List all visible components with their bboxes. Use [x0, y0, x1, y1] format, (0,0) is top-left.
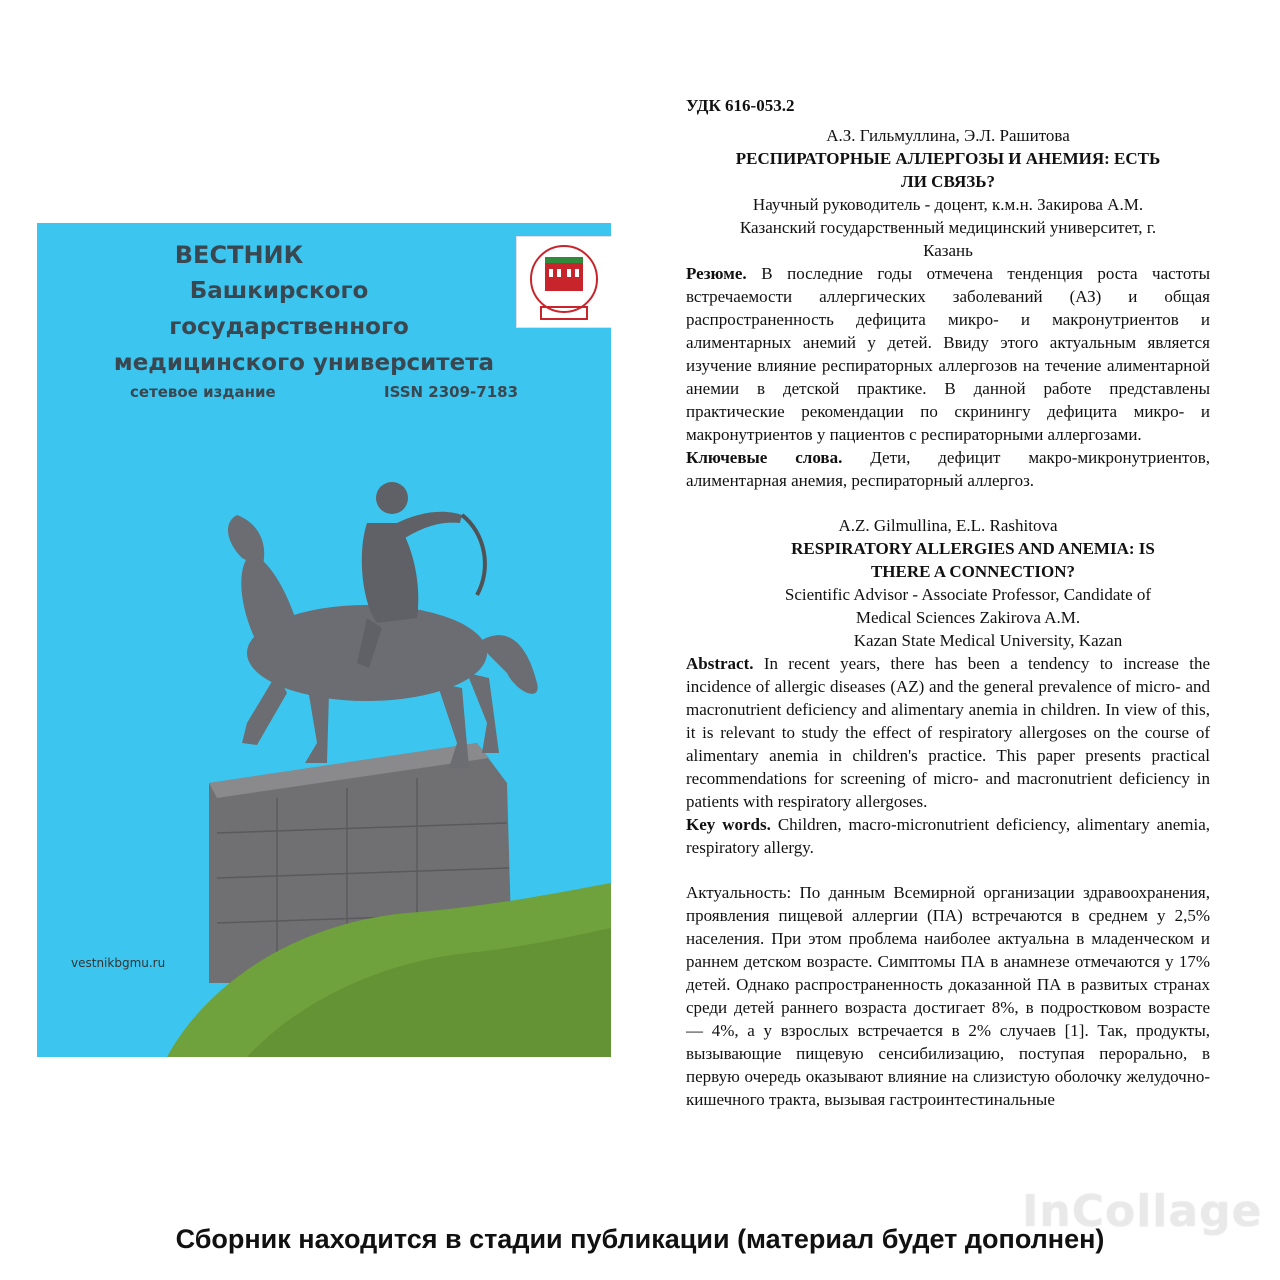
university-logo — [516, 236, 611, 328]
ru-university: Казанский государственный медицинский университет, г. — [739, 218, 1157, 237]
cover-title-line: медицинского университета — [113, 350, 495, 376]
ru-abstract — [686, 262, 1210, 446]
en-university: Kazan State Medical University, Kazan — [853, 631, 1123, 650]
en-keywords — [686, 813, 1210, 859]
body-text-clip — [686, 881, 1210, 1153]
ru-abstract-text: В последние годы отмечена тенденция роста частоты встречаемости аллергических заболеваний (АЗ) и общая распространенность дефицита микро- и макронутриентов и алиментарных анемий у детей. Ввиду этого актуальным является изучение влияние респираторных аллергозов на течение алиментарной анемии в детской практике. В данной работе представлены практические рекомендации по скринингу дефицита микро- и макронутриентов у пациентов с респираторными аллергозами. — [686, 264, 1211, 444]
ru-keywords — [686, 446, 1210, 492]
cover-title-line: государственного — [169, 314, 409, 340]
cover-website: vestnikbgmu.ru — [71, 956, 166, 970]
cover-title-line: Башкирского — [189, 278, 369, 304]
cover-title-line: ВЕСТНИК — [174, 241, 304, 269]
cover-issn: ISSN 2309-7183 — [384, 383, 519, 401]
publication-notice: Сборник находится в стадии публикации (материал будет дополнен) — [175, 1224, 1105, 1254]
journal-cover — [37, 223, 611, 1057]
ru-abstract-label: Резюме. — [686, 264, 747, 283]
ru-title-line: ЛИ СВЯЗЬ? — [901, 172, 995, 191]
body-paragraph: Актуальность: По данным Всемирной организации здравоохранения, проявления пищевой аллергии (ПА) встречаются в среднем у 2,5% населения. При этом проблема наиболее актуальна в младенческом и раннем детском возрасте. Симптомы ПА в анамнезе отмечаются у 17% детей. Однако распространенность доказанной ПА в развитых странах среди детей раннего возраста достигает 8%, в подростковом возрасте — 4%, а у взрослых встречается в 2% случаев [1]. Так, продукты, вызывающие пищевую сенсибилизацию, поступая перорально, в первую очередь оказывают влияние на слизистую оболочку желудочно-кишечного тракта, вызывая гастроинтестинальные — [686, 883, 1210, 1109]
en-title-line: RESPIRATORY ALLERGIES AND ANEMIA: IS — [791, 539, 1155, 558]
en-advisor: Scientific Advisor - Associate Professor, Candidate of — [784, 585, 1152, 604]
ru-authors: А.З. Гильмуллина, Э.Л. Рашитова — [826, 126, 1070, 145]
ru-advisor: Научный руководитель - доцент, к.м.н. Закирова А.М. — [752, 195, 1144, 214]
en-keywords-label: Key words. — [686, 815, 771, 834]
en-abstract-text: In recent years, there has been a tendency to increase the incidence of allergic diseases (AZ) and the general prevalence of micro- and macronutrient deficiency and alimentary anemia in children. In view of this, it is relevant to study the effect of respiratory allergoses on the course of alimentary anemia in children's practice. This paper presents practical recommendations for screening of micro- and macronutrient deficiency in patients with respiratory allergoses. — [686, 654, 1211, 811]
udk-code: УДК 616-053.2 — [686, 96, 795, 115]
en-abstract — [686, 652, 1210, 813]
ru-keywords-label: Ключевые слова. — [686, 448, 843, 467]
en-authors: A.Z. Gilmullina, E.L. Rashitova — [838, 516, 1058, 535]
incollage-watermark: InCollage — [1022, 1186, 1263, 1237]
en-keywords-text: Children, macro-micronutrient deficiency, alimentary anemia, respiratory allergy. — [686, 815, 1210, 857]
ru-keywords-text: Дети, дефицит макро-микронутриентов, алиментарная анемия, респираторный аллергоз. — [686, 448, 1210, 490]
university-emblem-icon — [517, 237, 611, 327]
cover-network-edition: сетевое издание — [130, 383, 276, 401]
ru-university-city: Казань — [923, 241, 973, 260]
article-text — [686, 94, 1210, 1153]
en-title-line: THERE A CONNECTION? — [870, 562, 1076, 581]
en-abstract-label: Abstract. — [686, 654, 754, 673]
en-advisor-line: Medical Sciences Zakirova A.M. — [855, 608, 1081, 627]
ru-title-line: РЕСПИРАТОРНЫЕ АЛЛЕРГОЗЫ И АНЕМИЯ: ЕСТЬ — [735, 149, 1161, 168]
